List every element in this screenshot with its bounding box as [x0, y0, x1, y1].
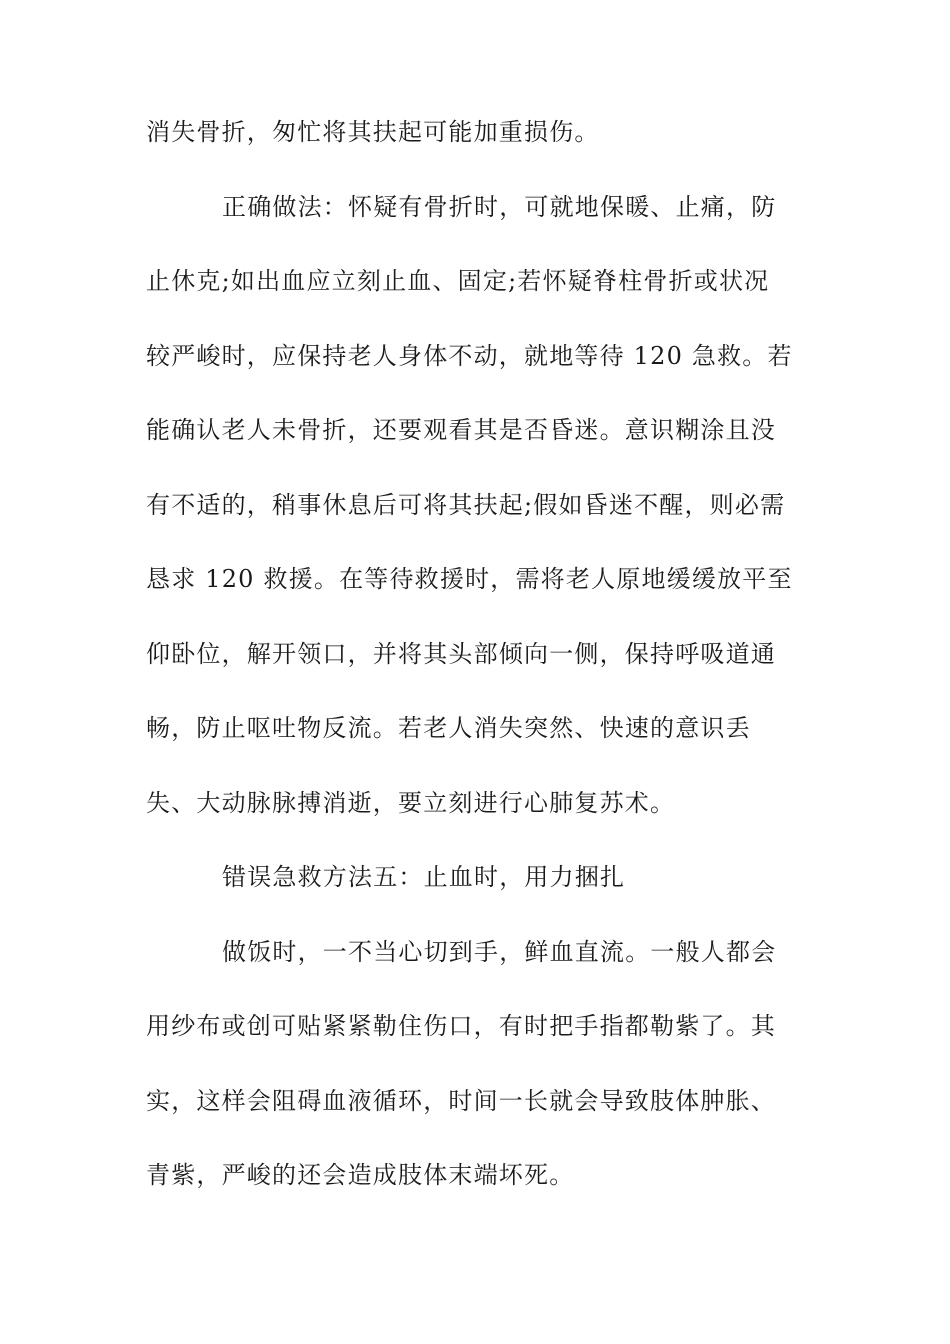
text-line-12: 做饭时，一不当心切到手，鲜血直流。一般人都会 [222, 937, 777, 966]
text-line-15: 青紫，严峻的还会造成肢体末端坏死。 [146, 1161, 575, 1189]
text-line-14: 实，这样会阻碍血液循环，时间一长就会导致肢体肿胀、 [146, 1086, 776, 1115]
text-line-6: 有不适的，稍事休息后可将其扶起;假如昏迷不醒，则必需 [146, 490, 786, 519]
text-line-1: 消失骨折，匆忙将其扶起可能加重损伤。 [146, 118, 600, 146]
text-line-4: 较严峻时，应保持老人身体不动，就地等待 120 急救。若 [146, 341, 793, 370]
text-line-7: 恳求 120 救援。在等待救援时，需将老人原地缓缓放平至 [146, 565, 793, 593]
text-line-5: 能确认老人未骨折，还要观看其是否昏迷。意识糊涂且没 [146, 416, 776, 444]
text-line-10: 失、大动脉脉搏消逝，要立刻进行心肺复苏术。 [146, 788, 676, 817]
body-text [146, 108, 806, 1226]
text-line-3: 止休克;如出血应立刻止血、固定;若怀疑脊柱骨折或状况 [146, 267, 770, 295]
section-heading: 错误急救方法五：止血时，用力捆扎 [222, 863, 626, 891]
text-line-8: 仰卧位，解开领口，并将其头部倾向一侧，保持呼吸道通 [146, 639, 776, 668]
text-line-2: 正确做法：怀疑有骨折时，可就地保暖、止痛，防 [222, 192, 777, 221]
text-line-13: 用纱布或创可贴紧紧勒住伤口，有时把手指都勒紫了。其 [146, 1012, 776, 1040]
text-line-9: 畅，防止呕吐物反流。若老人消失突然、快速的意识丢 [146, 714, 751, 742]
